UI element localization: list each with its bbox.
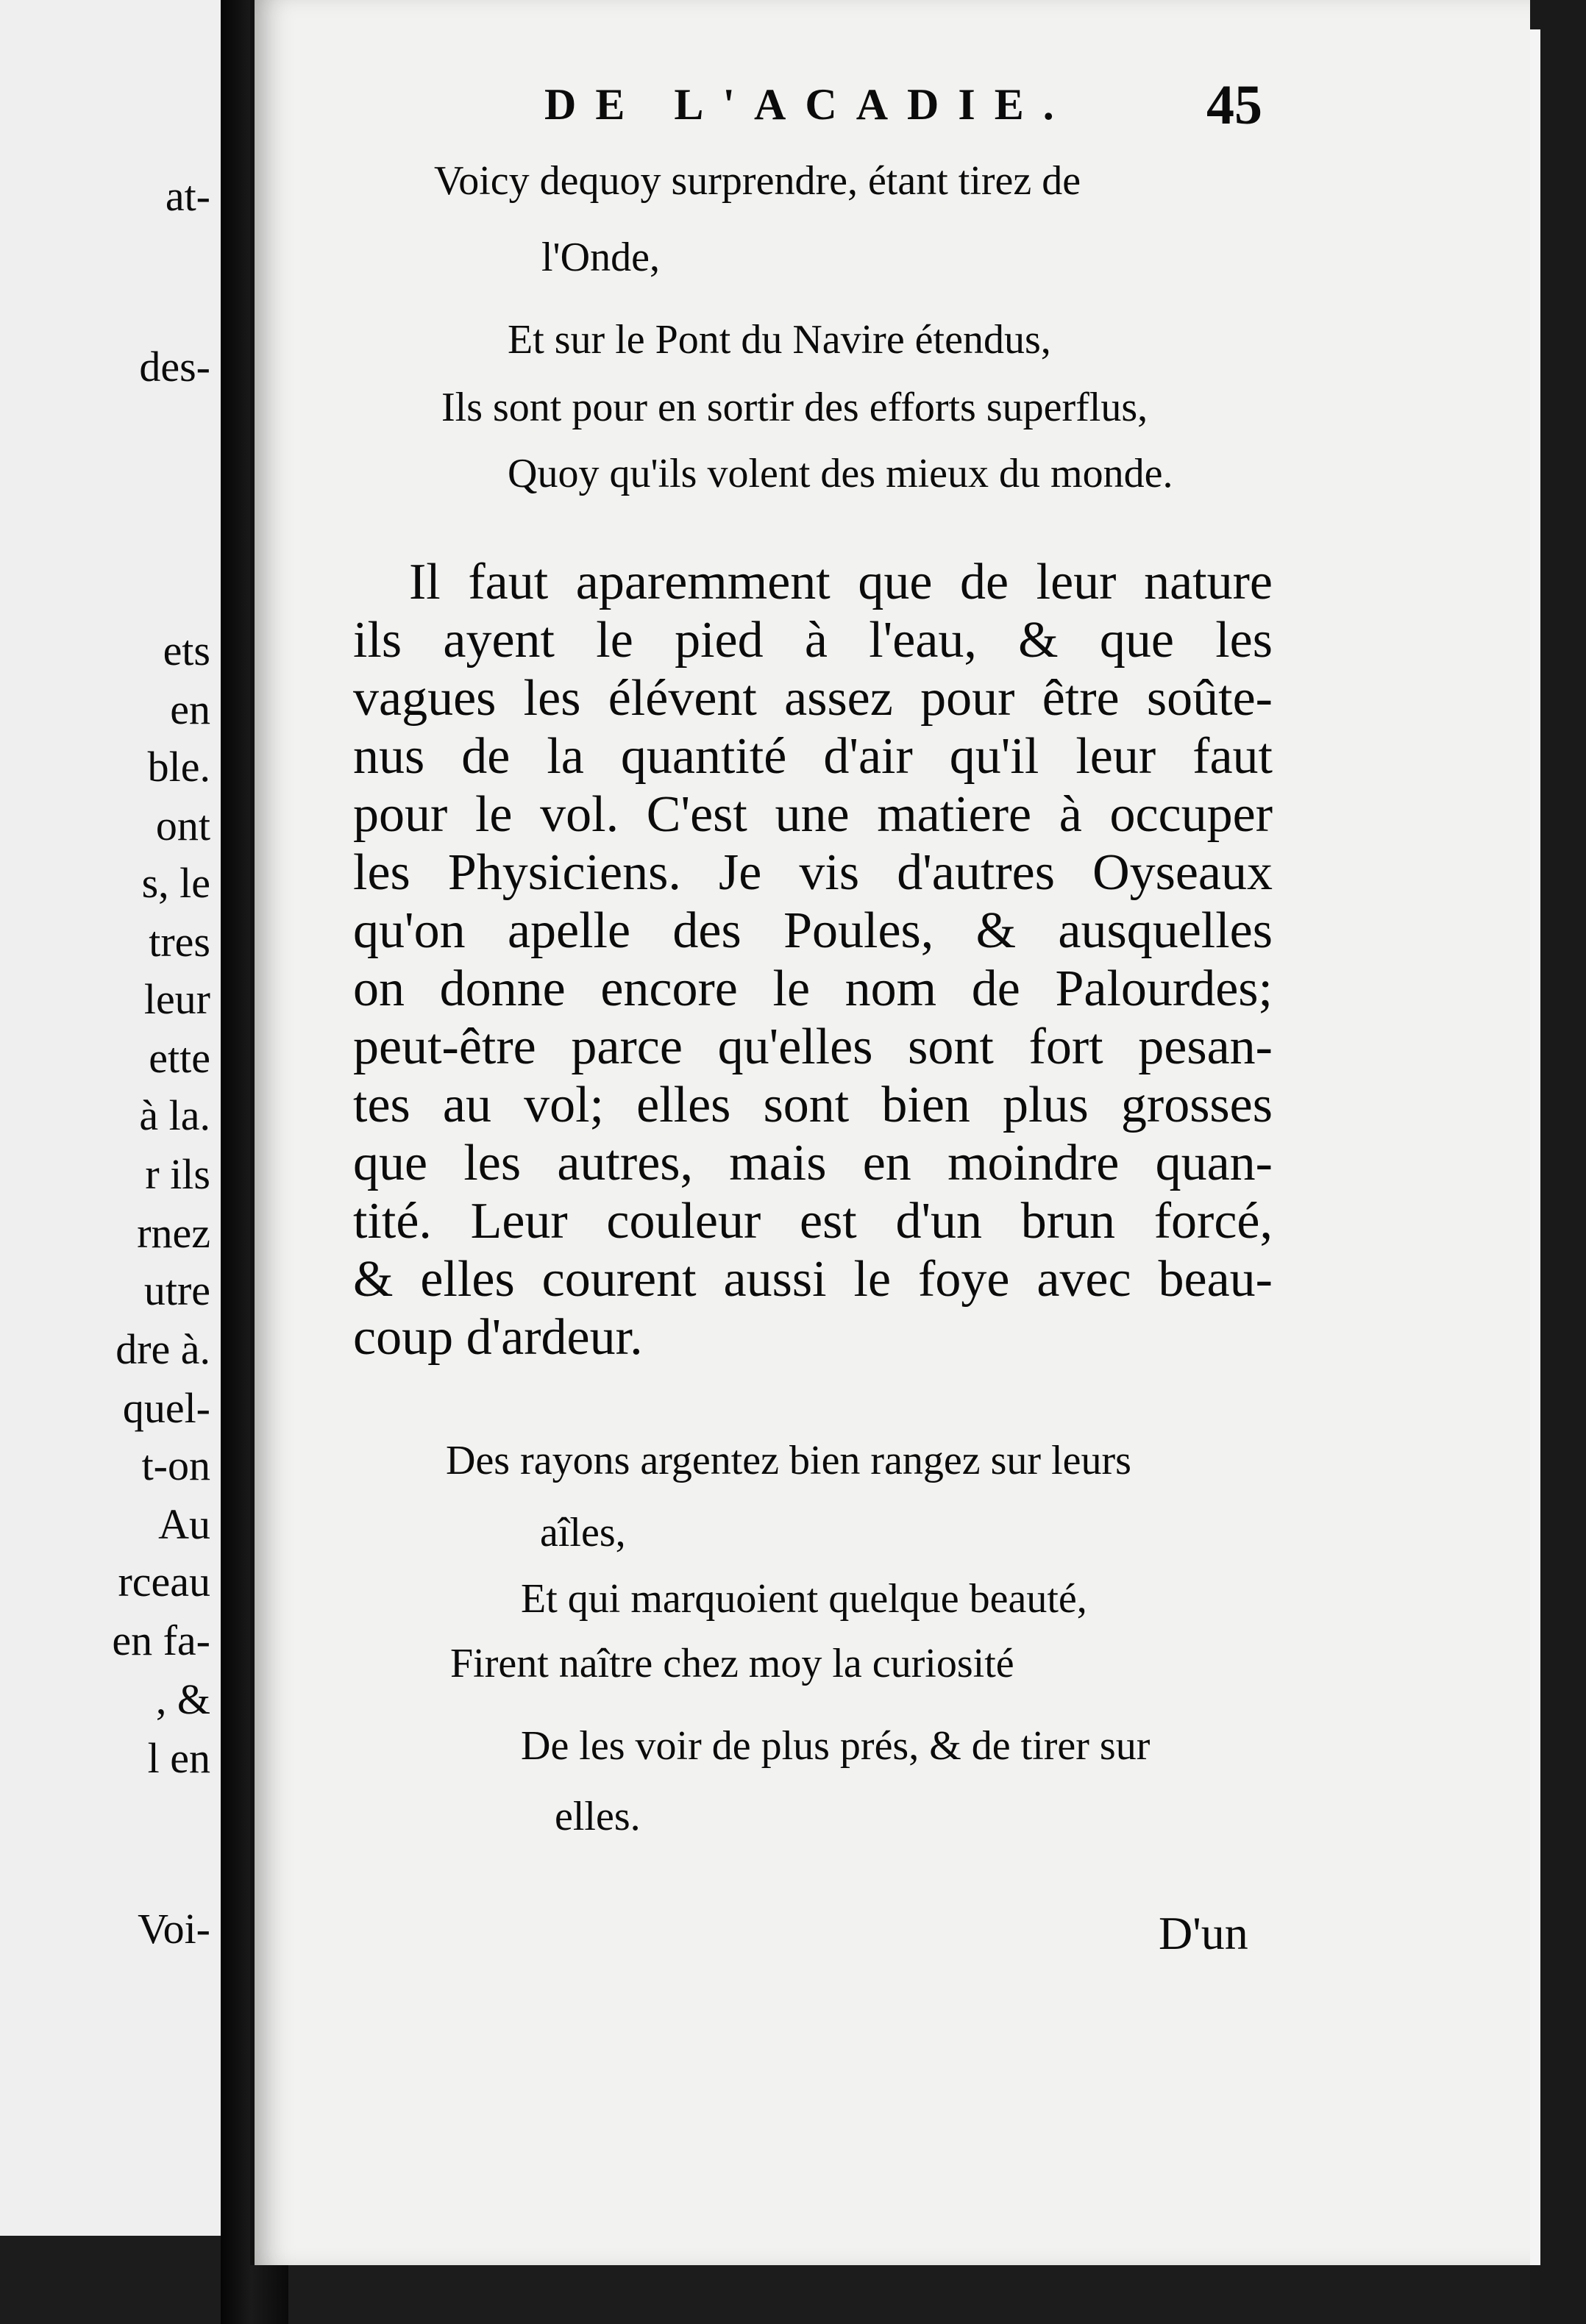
facing-page-line: r ils [145, 1150, 210, 1198]
facing-page-line: tres [149, 918, 210, 966]
verse-line: Quoy qu'ils volent des mieux du monde. [508, 451, 1173, 496]
prose-paragraph [353, 553, 1273, 1366]
prose-line: nus de la quantité d'air qu'il leur faut [353, 728, 1273, 785]
facing-page-line: s, le [141, 859, 210, 907]
facing-page-line: ets [163, 627, 210, 674]
prose-line: ils ayent le pied à l'eau, & que les [353, 612, 1273, 669]
facing-page-line: rnez [137, 1209, 210, 1257]
facing-page-line: t-on [141, 1441, 210, 1489]
verse-line: Et sur le Pont du Navire étendus, [508, 317, 1051, 363]
verse-line: De les voir de plus prés, & de tirer sur [521, 1723, 1151, 1769]
prose-line: pour le vol. C'est une matiere à occuper [353, 786, 1273, 843]
verse-line: Et qui marquoient quelque beauté, [521, 1576, 1087, 1622]
prose-line: coup d'ardeur. [353, 1309, 643, 1366]
facing-page-fragment [0, 0, 225, 2236]
facing-page-line: ble. [147, 743, 210, 791]
verse-line: elles. [555, 1794, 641, 1839]
prose-line: vagues les élévent assez pour être soûte- [353, 670, 1273, 727]
verse-line: aîles, [540, 1510, 626, 1555]
facing-page-line: at- [165, 172, 210, 220]
facing-page-line: Au [158, 1500, 210, 1548]
verse-line: Ils sont pour en sortir des efforts superflus, [441, 385, 1148, 430]
prose-line: tes au vol; elles sont bien plus grosses [353, 1077, 1273, 1133]
page-number: 45 [1206, 74, 1262, 136]
facing-page-line: l en [147, 1734, 210, 1782]
prose-line: Il faut aparemment que de leur nature [409, 554, 1273, 610]
facing-page-line: utre [143, 1266, 210, 1314]
prose-line: & elles courent aussi le foye avec beau- [353, 1251, 1273, 1308]
facing-page-line: en [170, 685, 210, 733]
verse-line: l'Onde, [541, 235, 660, 280]
facing-page-line: à la. [139, 1091, 210, 1139]
page-edge [1530, 0, 1586, 2324]
prose-line: peut-être parce qu'elles sont fort pesan- [353, 1019, 1273, 1075]
running-title: DE L'ACADIE. [544, 80, 1073, 129]
prose-line: que les autres, mais en moindre quan- [353, 1135, 1273, 1191]
facing-page-line: en fa- [112, 1617, 210, 1664]
facing-page-line: ont [155, 802, 210, 849]
facing-page-line: quel- [122, 1384, 210, 1432]
verse-line: Des rayons argentez bien rangez sur leurs [446, 1438, 1131, 1483]
facing-page-line: leur [143, 975, 210, 1023]
verse-line: Voicy dequoy surprendre, étant tirez de [434, 158, 1081, 204]
prose-line: les Physiciens. Je vis d'autres Oyseaux [353, 844, 1273, 901]
verse-line: Firent naître chez moy la curiosité [450, 1641, 1014, 1686]
facing-page-line: , & [155, 1675, 210, 1723]
facing-page-line: rceau [118, 1558, 210, 1605]
facing-page-line: des- [139, 343, 210, 391]
facing-page-line: Voi- [138, 1905, 210, 1953]
prose-line: tité. Leur couleur est d'un brun forcé, [353, 1193, 1273, 1250]
prose-line: on donne encore le nom de Palourdes; [353, 960, 1273, 1017]
prose-line: qu'on apelle des Poules, & ausquelles [353, 902, 1273, 959]
facing-page-line: ette [149, 1034, 210, 1082]
catchword: D'un [1159, 1907, 1248, 1959]
facing-page-line: dre à. [115, 1325, 210, 1373]
